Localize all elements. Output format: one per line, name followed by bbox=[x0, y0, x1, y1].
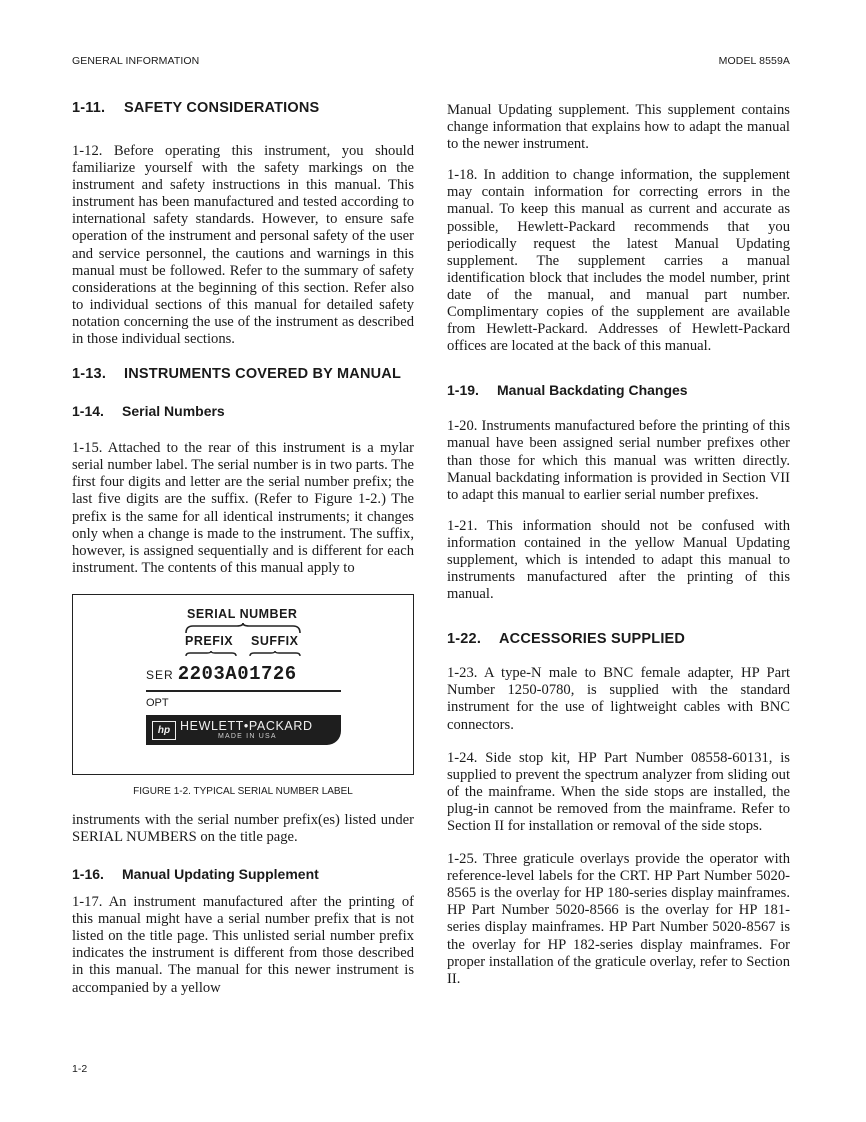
paragraph-1-15: 1-15. Attached to the rear of this instrument is a mylar serial number label. The serial number is in two parts. The first four digits and letter are the serial number prefix; the last five digits are the suffix. (Refer to Figure 1-2.) The prefix is the same for all identical instruments; it changes only when a change is made to the instrument. The suffix, however, is assigned sequentially and is different for each instrument. The contents of this manual apply to bbox=[72, 440, 414, 576]
paragraph-1-15-continued: instruments with the serial number prefix(es) listed under SERIAL NUMBERS on the title page. bbox=[72, 811, 414, 845]
paragraph-1-23: 1-23. A type-N male to BNC female adapter, HP Part Number 1250-0780, is supplied with the standard instrument for the use of lightweight cables with BNC connectors. bbox=[447, 665, 790, 733]
section-number: 1-11. bbox=[72, 100, 106, 116]
paragraph-1-21: 1-21. This information should not be confused with information contained in the yellow Manual Updating supplement, which is intended to adapt this manual to instruments manufactured after the printing of this manual. bbox=[447, 517, 790, 603]
paragraph-1-24: 1-24. Side stop kit, HP Part Number 08558-60131, is supplied to prevent the spectrum analyzer from sliding out of the mainframe. When the side stops are installed, the plug-in cannot be removed from the mainframe. Refer to Section II for installation or removal of the side stops. bbox=[447, 749, 790, 834]
suffix-brace bbox=[249, 650, 301, 658]
section-title: INSTRUMENTS COVERED BY MANUAL bbox=[124, 366, 402, 383]
hp-logo-icon: hp bbox=[152, 721, 176, 740]
made-in-text: MADE IN USA bbox=[218, 732, 277, 740]
serial-number-brace bbox=[185, 622, 301, 634]
section-number: 1-13. bbox=[72, 366, 107, 383]
heading-serial-numbers bbox=[72, 403, 414, 419]
hp-logo-bar bbox=[146, 715, 341, 745]
section-number: 1-16. bbox=[72, 866, 104, 883]
serial-line bbox=[146, 663, 341, 685]
running-header-section: GENERAL INFORMATION bbox=[72, 55, 200, 67]
heading-instruments-covered bbox=[72, 366, 414, 382]
heading-manual-backdating-changes bbox=[447, 382, 790, 398]
heading-safety-considerations bbox=[72, 100, 414, 116]
prefix-brace bbox=[185, 650, 237, 658]
heading-manual-updating-supplement bbox=[72, 866, 414, 882]
paragraph-1-12: 1-12. Before operating this instrument, you should familiarize yourself with the safety markings on the instrument and safety instructions in this manual. This instrument has been manufactured and tested according to international safety standards. However, to ensure safe operation of the instrument and personal safety of the user and service personnel, the cautions and warnings in this manual must be followed. Refer to the summary of safety considerations at the beginning of this section. Refer also to individual sections of this manual for detailed safety notation concerning the use of the instrument as described in those individual sections. bbox=[72, 143, 414, 348]
running-header-model: MODEL 8559A bbox=[718, 55, 790, 67]
serial-number-value: 2203A01726 bbox=[177, 662, 297, 685]
section-title: SAFETY CONSIDERATIONS bbox=[124, 100, 320, 116]
section-title: Manual Backdating Changes bbox=[497, 382, 688, 399]
serial-number-heading: SERIAL NUMBER bbox=[187, 606, 298, 621]
paragraph-1-17-continued: Manual Updating supplement. This supplement contains change information that explains how to adapt the manual to the newer instrument. bbox=[447, 102, 790, 153]
company-name: HEWLETT•PACKARD bbox=[180, 718, 313, 733]
suffix-heading: SUFFIX bbox=[251, 633, 299, 648]
paragraph-1-20: 1-20. Instruments manufactured before the printing of this manual have been assigned serial number prefixes other than those for which this manual was written directly. Manual backdating information is provided in Section VII to adapt this manual to earlier serial number prefixes. bbox=[447, 418, 790, 503]
label-divider bbox=[146, 690, 341, 692]
section-title: Manual Updating Supplement bbox=[122, 866, 319, 883]
opt-label: OPT bbox=[146, 696, 169, 709]
right-column bbox=[447, 100, 790, 988]
ser-label: SER bbox=[146, 667, 174, 682]
paragraph-1-25: 1-25. Three graticule overlays provide the operator with reference-level labels for the CRT. HP Part Number 5020-8565 is the overlay for HP 180-series display mainframes. HP Part Number 5020-8566 is the overlay for HP 181-series display mainframes. HP Part Number 5020-8567 is the overlay for HP 182-series display mainframes. For proper installation of the graticule overlay, refer to Section II. bbox=[447, 851, 790, 987]
heading-accessories-supplied bbox=[447, 631, 790, 647]
serial-number-label-figure bbox=[72, 594, 414, 775]
prefix-heading: PREFIX bbox=[185, 633, 234, 648]
paragraph-1-18: 1-18. In addition to change information, the supplement may contain information for correcting errors in the manual. To keep this manual as current and accurate as possible, Hewlett-Packard recommends that you periodically request the latest Manual Updating supplement. The supplement carries a manual identification block that includes the model number, print date of the manual, and manual part number. Complimentary copies of the supplement are available from Hewlett-Packard. Addresses of Hewlett-Packard offices are located at the back of this manual. bbox=[447, 167, 790, 355]
section-title: Serial Numbers bbox=[122, 403, 225, 420]
section-number: 1-22. bbox=[447, 631, 482, 648]
section-title: ACCESSORIES SUPPLIED bbox=[499, 631, 686, 648]
figure-caption: FIGURE 1-2. TYPICAL SERIAL NUMBER LABEL bbox=[133, 785, 353, 797]
page-number: 1-2 bbox=[72, 1063, 88, 1075]
section-number: 1-14. bbox=[72, 403, 104, 420]
paragraph-1-17: 1-17. An instrument manufactured after the printing of this manual might have a serial number prefix that is not listed on the title page. This unlisted serial number prefix indicates the instrument is different from those described in this manual. The manual for this newer instrument is accompanied by a yellow bbox=[72, 894, 414, 996]
left-column bbox=[72, 100, 414, 997]
section-number: 1-19. bbox=[447, 382, 479, 399]
